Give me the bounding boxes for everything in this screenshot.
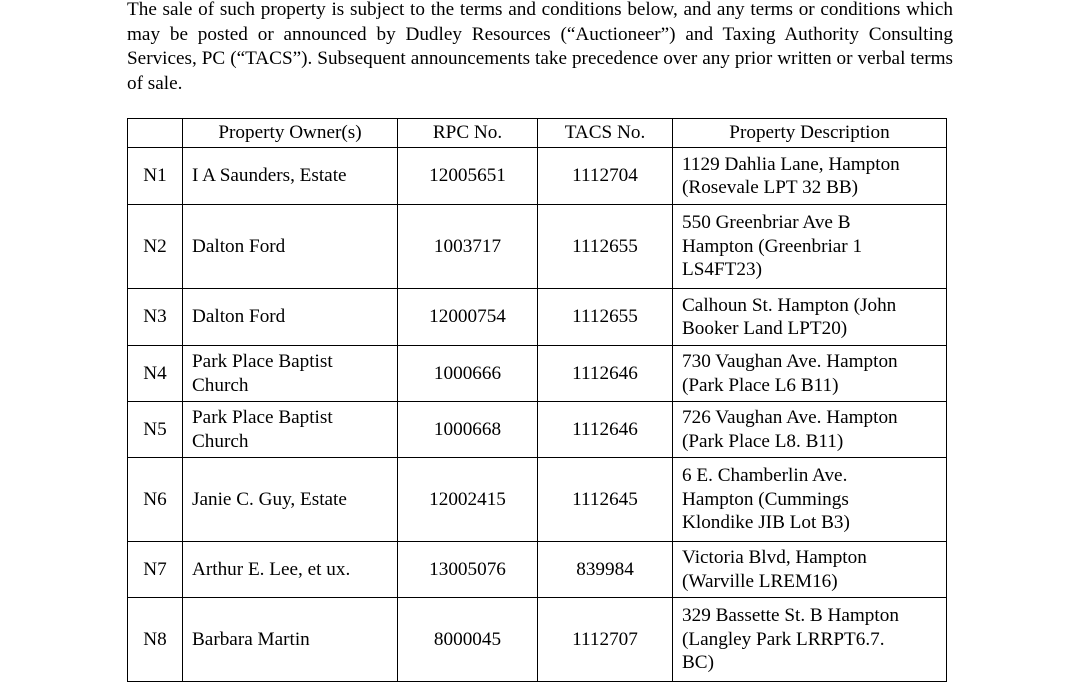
table-row	[128, 346, 947, 402]
cell-owner	[183, 346, 398, 402]
cell-id: N3	[128, 289, 183, 346]
cell-rpc: 8000045	[398, 598, 538, 682]
cell-description	[673, 346, 947, 402]
cell-tacs: 1112655	[538, 205, 673, 289]
cell-owner	[183, 598, 398, 682]
cell-description-line: Booker Land LPT20)	[682, 318, 848, 339]
cell-id: N6	[128, 458, 183, 542]
cell-owner	[183, 402, 398, 458]
header-tacs: TACS No.	[538, 119, 673, 148]
header-id	[128, 119, 183, 148]
cell-owner	[183, 289, 398, 346]
cell-tacs: 839984	[538, 542, 673, 598]
table-row	[128, 542, 947, 598]
cell-description-line: Hampton (Cummings	[682, 488, 849, 510]
cell-rpc: 12000754	[398, 289, 538, 346]
header-rpc: RPC No.	[398, 119, 538, 148]
cell-owner	[183, 148, 398, 205]
cell-tacs: 1112646	[538, 402, 673, 458]
intro-line: which may be posted or announced by Dudley Resources (“Auctioneer”) and Taxing Authority	[127, 0, 954, 45]
intro-line: The sale of such property is subject to the terms and conditions below, and any terms or conditions	[127, 0, 901, 20]
cell-rpc: 1000666	[398, 346, 538, 402]
cell-owner-line: I A Saunders, Estate	[192, 165, 347, 187]
cell-owner-line: Dalton Ford	[192, 235, 286, 257]
cell-owner-line: Park Place Baptist	[192, 407, 333, 428]
cell-description-line: (Park Place L8. B11)	[682, 430, 844, 452]
cell-description	[673, 542, 947, 598]
cell-owner-line: Church	[192, 430, 249, 452]
cell-id: N8	[128, 598, 183, 682]
cell-owner-line: Church	[192, 374, 249, 396]
cell-owner-line: Barbara Martin	[192, 628, 310, 650]
cell-rpc: 13005076	[398, 542, 538, 598]
cell-owner-line: Janie C. Guy, Estate	[192, 488, 347, 510]
cell-description	[673, 402, 947, 458]
cell-id: N5	[128, 402, 183, 458]
table-row	[128, 598, 947, 682]
cell-tacs: 1112646	[538, 346, 673, 402]
cell-owner-line: Dalton Ford	[192, 306, 286, 328]
cell-tacs: 1112704	[538, 148, 673, 205]
cell-description-line: 1129 Dahlia Lane, Hampton	[682, 153, 900, 175]
cell-description-line: 6 E. Chamberlin Ave.	[682, 465, 848, 487]
cell-rpc: 1003717	[398, 205, 538, 289]
cell-description-line: LS4FT23)	[682, 259, 762, 281]
cell-description	[673, 458, 947, 542]
cell-tacs: 1112645	[538, 458, 673, 542]
header-owner: Property Owner(s)	[183, 119, 398, 148]
property-table	[127, 118, 947, 682]
cell-description-line: 726 Vaughan Ave. Hampton	[682, 407, 898, 428]
intro-line: Consulting Services, PC (“TACS”). Subsequent announcements take precedence over any prior	[127, 23, 953, 69]
intro-paragraph	[127, 0, 953, 96]
cell-owner	[183, 205, 398, 289]
cell-tacs: 1112655	[538, 289, 673, 346]
cell-description-line: (Rosevale LPT 32 BB)	[682, 177, 859, 198]
cell-rpc: 1000668	[398, 402, 538, 458]
cell-description	[673, 289, 947, 346]
cell-id: N1	[128, 148, 183, 205]
cell-description-line: Klondike JIB Lot B3)	[682, 512, 850, 534]
cell-description-line: BC)	[682, 652, 714, 674]
cell-description-line: Victoria Blvd, Hampton	[682, 547, 867, 568]
cell-id: N2	[128, 205, 183, 289]
cell-rpc: 12002415	[398, 458, 538, 542]
cell-owner	[183, 458, 398, 542]
cell-description-line: (Park Place L6 B11)	[682, 374, 839, 396]
cell-tacs: 1112707	[538, 598, 673, 682]
cell-description	[673, 598, 947, 682]
cell-description	[673, 205, 947, 289]
cell-description-line: 329 Bassette St. B Hampton	[682, 605, 899, 627]
cell-description-line: (Langley Park LRRPT6.7.	[682, 628, 885, 650]
cell-description-line: Hampton (Greenbriar 1	[682, 235, 863, 257]
cell-rpc: 12005651	[398, 148, 538, 205]
intro-line: written or verbal terms of sale.	[127, 48, 954, 94]
cell-owner	[183, 542, 398, 598]
table-header-row	[128, 119, 947, 148]
cell-description-line: 730 Vaughan Ave. Hampton	[682, 351, 898, 372]
cell-owner-line: Arthur E. Lee, et ux.	[192, 558, 351, 580]
table-row	[128, 205, 947, 289]
cell-description-line: (Warville LREM16)	[682, 570, 838, 592]
table-row	[128, 458, 947, 542]
header-description: Property Description	[673, 119, 947, 148]
cell-id: N7	[128, 542, 183, 598]
table-row	[128, 289, 947, 346]
cell-description	[673, 148, 947, 205]
cell-description-line: Calhoun St. Hampton (John	[682, 294, 897, 316]
table-row	[128, 148, 947, 205]
table-row	[128, 402, 947, 458]
cell-description-line: 550 Greenbriar Ave B	[682, 212, 851, 234]
cell-id: N4	[128, 346, 183, 402]
cell-owner-line: Park Place Baptist	[192, 351, 333, 372]
